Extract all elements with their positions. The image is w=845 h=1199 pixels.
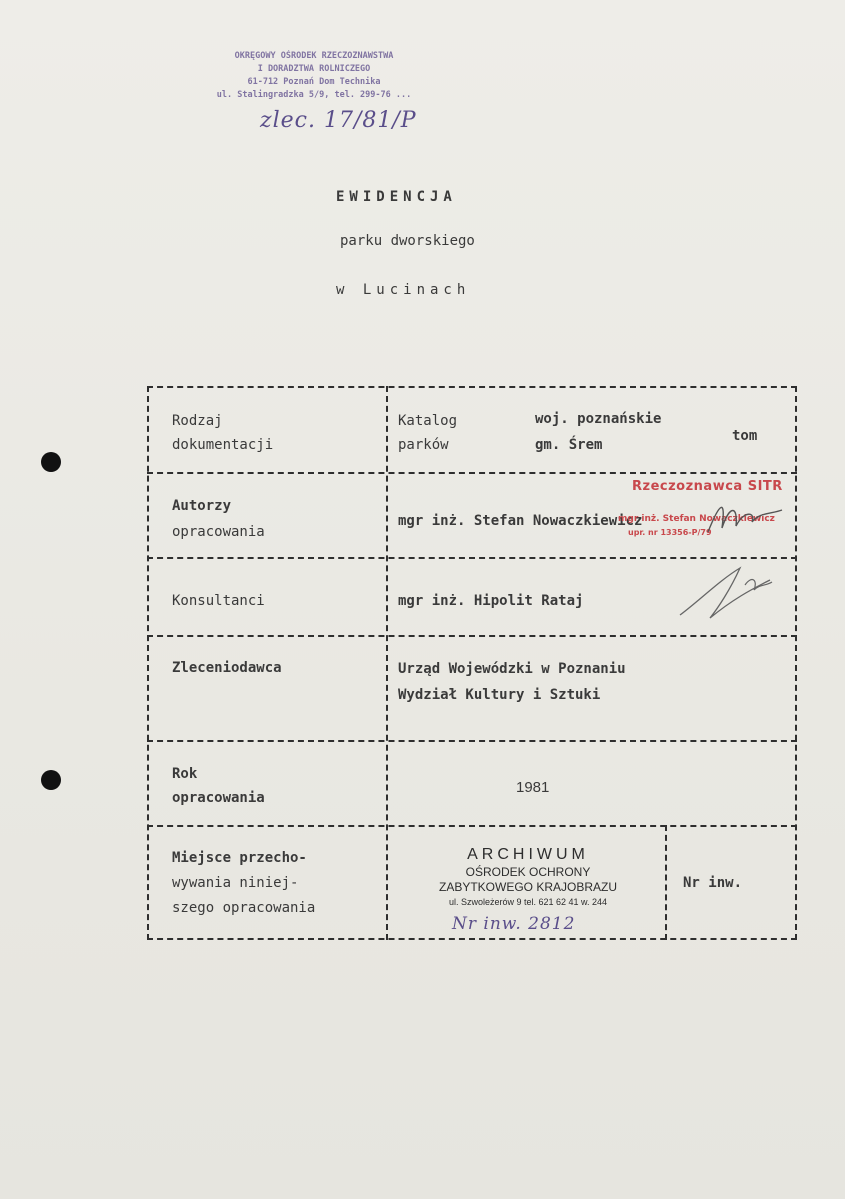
handwritten-order-ref: zlec. 17/81/P [260,108,417,133]
institution-stamp [214,50,414,102]
stamp-line-3: 61-712 Poznań Dom Technika [247,77,381,87]
document-subtitle-2: w Lucinach [336,282,471,298]
catalog-line-1: Katalog [398,413,458,429]
stamp-line-1: OKRĘGOWY OŚRODEK RZECZOZNAWSTWA [234,51,394,61]
consultants-value: mgr inż. Hipolit Rataj [398,593,584,609]
archive-line-2: OŚRODEK OCHRONY [465,865,591,879]
commissioner-value-2: Wydział Kultury i Sztuki [398,687,601,703]
row-divider [147,557,797,559]
document-title: EWIDENCJA [336,189,457,205]
archive-line-3: ZABYTKOWEGO KRAJOBRAZU [438,880,618,894]
archive-stamp [390,845,666,909]
label-year-2: opracowania [172,790,265,806]
label-doc-type-1: Rodzaj [172,413,223,429]
label-consultants: Konsultanci [172,593,265,609]
region-voivodeship: woj. poznańskie [535,411,662,427]
sitr-stamp-name: mgr inż. Stefan Nowaczkiewicz [618,514,775,524]
tom-label: tom [732,428,758,444]
label-storage-3: szego opracowania [172,900,316,916]
label-storage-1: Miejsce przecho- [172,850,307,866]
sitr-stamp-title: Rzeczoznawca SITR [632,479,783,494]
label-doc-type-2: dokumentacji [172,437,274,453]
row-divider [147,472,797,474]
authors-value: mgr inż. Stefan Nowaczkiewicz [398,513,643,529]
column-divider [386,386,388,940]
handwritten-inventory-number: Nr inw. 2812 [452,914,576,934]
label-year-1: Rok [172,766,198,782]
catalog-line-2: parków [398,437,449,453]
archive-title: ARCHIWUM [467,846,589,863]
stamp-line-4: ul. Stalingradzka 5/9, tel. 299-76 ... [216,90,412,100]
row-divider [147,635,797,637]
faint-rectangular-stamp [600,562,790,632]
punch-hole-top [41,452,61,472]
sitr-stamp-reg: upr. nr 13356-P/79 [628,528,712,537]
label-storage-2: wywania niniej- [172,875,299,891]
inventory-number-label: Nr inw. [683,875,743,891]
label-authors-1: Autorzy [172,498,232,514]
stamp-line-2: I DORADZTWA ROLNICZEGO [257,64,371,74]
label-commissioner: Zleceniodawca [172,660,282,676]
punch-hole-bottom [41,770,61,790]
signature-author [690,492,790,542]
row-divider [147,825,797,827]
commissioner-value-1: Urząd Wojewódzki w Poznaniu [398,661,626,677]
region-commune: gm. Śrem [535,437,603,453]
document-subtitle-1: parku dworskiego [340,233,475,249]
row-divider [147,740,797,742]
year-value: 1981 [516,779,550,796]
archive-address: ul. Szwoleżerów 9 tel. 621 62 41 w. 244 [448,897,608,907]
label-authors-2: opracowania [172,524,265,540]
